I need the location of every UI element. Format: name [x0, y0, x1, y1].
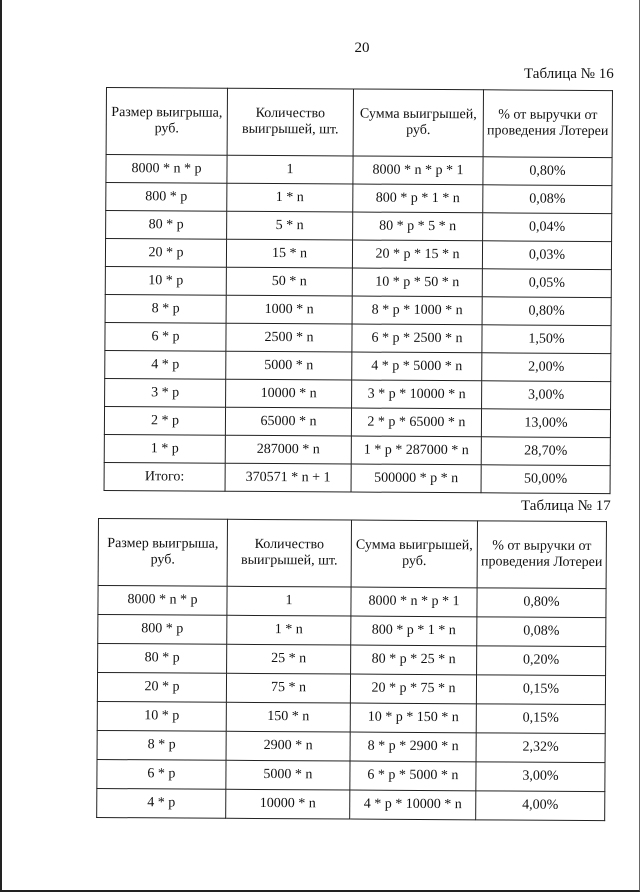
- table-17-caption: Таблица № 17: [521, 498, 611, 514]
- table-cell: 8000 * n * p * 1: [351, 587, 477, 617]
- table-cell: 800 * p: [106, 183, 227, 212]
- table-cell: 800 * p: [98, 615, 227, 645]
- table-cell: 8 * p: [97, 730, 226, 760]
- table-cell: 0,08%: [477, 617, 606, 647]
- table-cell: 20 * p * 15 * n: [352, 240, 482, 269]
- table-cell: 0,80%: [482, 297, 611, 326]
- table-cell: 6 * p * 2500 * n: [352, 324, 482, 353]
- table-row: [106, 155, 612, 186]
- table-16-caption: Таблица № 16: [524, 66, 614, 82]
- table-cell: 0,03%: [482, 241, 611, 270]
- table-cell: 20 * p: [97, 673, 226, 703]
- table-cell: 8000 * n * p: [106, 155, 227, 184]
- table-cell: 25 * n: [227, 644, 351, 674]
- column-header: % от выручки от проведения Лотереи: [483, 90, 612, 158]
- table-cell: 6 * p: [97, 759, 226, 789]
- table-cell: 1 * n: [227, 615, 351, 645]
- table-cell: 65000 * n: [225, 407, 351, 436]
- column-header: Сумма выигрышей, руб.: [353, 89, 483, 157]
- column-header: Сумма выигрышей, руб.: [351, 520, 477, 588]
- column-header: % от выручки от проведения Лотереи: [477, 521, 606, 589]
- table-cell: 28,70%: [481, 437, 610, 466]
- table-cell: 6 * p * 5000 * n: [350, 761, 476, 791]
- table-cell: 3,00%: [482, 381, 611, 410]
- table-cell: 8000 * n * p: [98, 586, 227, 616]
- table-17-body: [97, 586, 606, 821]
- table-row: [97, 788, 605, 820]
- table-cell: 6 * p: [105, 322, 226, 351]
- table-cell: 150 * n: [226, 702, 350, 732]
- table-cell: 2 * p * 65000 * n: [351, 408, 481, 437]
- table-cell: 3 * p * 10000 * n: [352, 380, 482, 409]
- table-cell: 0,08%: [483, 185, 612, 214]
- table-cell: 5 * n: [227, 211, 353, 240]
- table-row: [97, 759, 605, 791]
- table-cell: 500000 * p * n: [351, 464, 481, 493]
- table-cell: 2,00%: [482, 353, 611, 382]
- table-row: [105, 239, 611, 270]
- table-cell: 1: [227, 155, 353, 184]
- table-row: [106, 183, 612, 214]
- table-row: [105, 378, 611, 409]
- table-cell: 20 * p: [105, 239, 226, 268]
- table-cell: 10 * p: [97, 701, 226, 731]
- table-cell: 15 * n: [226, 239, 352, 268]
- table-cell: 1 * p: [104, 434, 225, 463]
- table-cell: 2500 * n: [226, 323, 352, 352]
- table-row: [97, 730, 605, 762]
- table-cell: 0,04%: [483, 213, 612, 242]
- table-cell: 287000 * n: [225, 435, 351, 464]
- table-cell: 80 * p: [106, 211, 227, 240]
- table-cell: 8 * p: [105, 294, 226, 323]
- table-cell: 8 * p * 2900 * n: [350, 732, 476, 762]
- page-number: 20: [354, 40, 370, 56]
- table-17-header: [98, 519, 606, 589]
- table-row: [104, 406, 610, 437]
- table-cell: 0,80%: [483, 157, 612, 186]
- table-cell: 13,00%: [481, 409, 610, 438]
- table-cell: 1 * n: [227, 183, 353, 212]
- table-cell: 8000 * n * p * 1: [353, 156, 483, 185]
- table-cell: 1 * p * 287000 * n: [351, 436, 481, 465]
- table-cell: 4,00%: [476, 791, 605, 821]
- table-cell: 80 * p: [98, 644, 227, 674]
- table-cell: 8 * p * 1000 * n: [352, 296, 482, 325]
- table-cell: 3,00%: [476, 762, 605, 792]
- table-row: [98, 615, 606, 647]
- table-cell: 4 * p: [97, 788, 226, 818]
- table-row: [98, 644, 606, 676]
- table-row: [106, 211, 612, 242]
- table-cell: 4 * p * 10000 * n: [350, 790, 476, 820]
- table-row: [105, 266, 611, 297]
- column-header: Размер выигрыша, руб.: [98, 519, 227, 587]
- table-cell: 10000 * n: [226, 379, 352, 408]
- column-header: Размер выигрыша, руб.: [106, 88, 227, 156]
- column-header: Количество выигрышей, шт.: [227, 519, 351, 587]
- column-header: Количество выигрышей, шт.: [227, 88, 353, 156]
- table-row: [98, 586, 606, 618]
- table-16-body: [104, 155, 612, 494]
- prize-table-17: [96, 518, 607, 821]
- table-cell: 800 * p * 1 * n: [353, 184, 483, 213]
- prize-table-16: [104, 87, 613, 494]
- table-cell: 4 * p: [105, 350, 226, 379]
- table-cell: 0,15%: [476, 675, 605, 705]
- table-row: [104, 434, 610, 465]
- table-cell: 0,05%: [482, 269, 611, 298]
- table-16-header: [106, 88, 612, 158]
- table-cell: 80 * p * 25 * n: [351, 645, 477, 675]
- table-cell: 10 * p * 50 * n: [352, 268, 482, 297]
- table-cell: 20 * p * 75 * n: [350, 674, 476, 704]
- table-cell: 0,20%: [477, 646, 606, 676]
- table-cell: 5000 * n: [226, 760, 350, 790]
- table-cell: 800 * p * 1 * n: [351, 616, 477, 646]
- table-cell: 0,80%: [477, 588, 606, 618]
- table-cell: 80 * p * 5 * n: [353, 212, 483, 241]
- table-cell: 10 * p: [105, 266, 226, 295]
- table-cell: 10000 * n: [226, 789, 350, 819]
- table-cell: 0,15%: [476, 704, 605, 734]
- table-cell: 50 * n: [226, 267, 352, 296]
- table-cell: 370571 * n + 1: [225, 463, 351, 492]
- table-cell: 75 * n: [226, 673, 350, 703]
- table-cell: 2900 * n: [226, 731, 350, 761]
- table-cell: 1000 * n: [226, 295, 352, 324]
- table-cell: 1: [227, 586, 351, 616]
- table-cell: 50,00%: [481, 465, 610, 494]
- table-row: [97, 701, 605, 733]
- table-cell: 5000 * n: [226, 351, 352, 380]
- table-cell: 3 * p: [105, 378, 226, 407]
- table-row: [105, 294, 611, 325]
- table-cell: 2 * p: [104, 406, 225, 435]
- table-cell: 2,32%: [476, 733, 605, 763]
- table-cell: 10 * p * 150 * n: [350, 703, 476, 733]
- table-cell: 1,50%: [482, 325, 611, 354]
- table-row: [97, 673, 605, 705]
- table-row: [105, 350, 611, 381]
- table-cell: 4 * p * 5000 * n: [352, 352, 482, 381]
- table-cell: Итого:: [104, 462, 225, 491]
- table-row: [105, 322, 611, 353]
- table-row: [104, 462, 610, 493]
